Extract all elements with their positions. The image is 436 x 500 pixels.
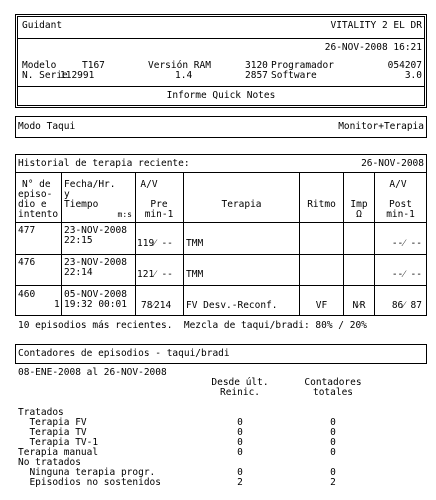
report-title: Informe Quick Notes <box>166 90 276 101</box>
software-label: Software <box>271 70 317 81</box>
counters-date-range: 08-ENE-2008 al 26-NOV-2008 <box>18 367 167 378</box>
col-header-episode-l1: N° de <box>22 179 51 190</box>
episode-time: 19:32 00:01 <box>64 299 127 310</box>
counter-label: Episodios no sostenidos <box>18 477 161 488</box>
col-header-pre-l1: A/V <box>140 179 158 190</box>
serial-label: N. Serie <box>22 70 68 81</box>
episode-rhythm: VF <box>315 300 328 311</box>
mode-label: Modo Taqui <box>18 121 76 132</box>
counter-total: 2 <box>330 477 336 488</box>
col-header-episode-l4: intento <box>18 209 59 220</box>
serial-value: 112991 <box>60 70 95 81</box>
episode-attempt: 1 <box>54 299 60 310</box>
history-footer: 10 episodios más recientes. Mezcla de taqui/bradi: 80% / 20% <box>18 320 367 331</box>
episode-impedance: N⁄R <box>352 300 366 311</box>
episode-time: 22:15 <box>64 235 93 246</box>
col-header-date-unit: m:s <box>117 210 132 219</box>
counter-total: 0 <box>330 427 336 438</box>
counter-since-reset: 0 <box>237 417 243 428</box>
counter-label: No tratados <box>18 457 81 468</box>
counter-total: 0 <box>330 437 336 448</box>
programmer-label: Programador <box>271 60 334 71</box>
counters-col-totals-l2: totales <box>312 387 354 398</box>
episode-number: 460 <box>18 289 36 300</box>
col-header-rhythm: Ritmo <box>307 199 336 210</box>
episode-post-rate: 86⁄ 87 <box>391 300 422 311</box>
software-value: 3.0 <box>404 70 422 81</box>
counter-total: 0 <box>330 417 336 428</box>
report-datetime: 26-NOV-2008 16:21 <box>324 42 422 53</box>
counter-total: 0 <box>330 447 336 458</box>
episode-pre-rate: 119⁄ -- <box>137 238 173 249</box>
ram-version-value: 1.4 <box>175 70 193 81</box>
history-date: 26-NOV-2008 <box>361 158 424 169</box>
episode-therapy: TMM <box>186 238 204 249</box>
counter-label: Ninguna terapia progr. <box>18 467 156 478</box>
col-header-imp-l1: Imp <box>350 199 368 210</box>
col-header-date-l3: Tiempo <box>64 199 99 210</box>
counter-since-reset: 0 <box>237 467 243 478</box>
episode-therapy: FV Desv.-Reconf. <box>186 300 278 311</box>
col-header-post-l1: A/V <box>389 179 407 190</box>
col-header-date-l2: y <box>64 189 70 200</box>
counter-label: Tratados <box>18 407 64 418</box>
counter-label: Terapia FV <box>18 417 87 428</box>
episode-date: 05-NOV-2008 <box>64 289 127 300</box>
episode-pre-rate: 121⁄ -- <box>137 269 173 280</box>
episode-time: 22:14 <box>64 267 93 278</box>
counters-col-since-reset-l1: Desde últ. <box>211 377 269 388</box>
history-title: Historial de terapia reciente: <box>18 158 190 169</box>
col-header-episode-l2: episo- <box>18 189 53 200</box>
col-header-episode-l3: dio e <box>18 199 47 210</box>
brand-name: Guidant <box>22 20 63 31</box>
col-header-therapy: Terapia <box>221 199 262 210</box>
col-header-imp-l2: Ω <box>356 209 362 220</box>
counters-col-since-reset-l2: Reinic. <box>219 387 261 398</box>
counter-label: Terapia TV-1 <box>18 437 99 448</box>
counter-since-reset: 0 <box>237 437 243 448</box>
episode-date: 23-NOV-2008 <box>64 257 127 268</box>
col-header-pre-l3: min-1 <box>144 209 174 220</box>
episode-date: 23-NOV-2008 <box>64 225 127 236</box>
col-header-date-l1: Fecha/Hr. <box>64 179 116 190</box>
model-label: Modelo <box>22 60 57 71</box>
programmer-value: 054207 <box>387 60 422 71</box>
programmer-number: 3120 <box>245 60 268 71</box>
col-header-pre-l2: Pre <box>150 199 168 210</box>
counter-label: Terapia manual <box>18 447 99 458</box>
counter-total: 0 <box>330 467 336 478</box>
counters-col-totals-l1: Contadores <box>304 377 362 388</box>
counter-since-reset: 0 <box>237 447 243 458</box>
episode-post-rate: --⁄ -- <box>391 238 422 249</box>
episode-number: 476 <box>18 257 36 268</box>
counter-since-reset: 0 <box>237 427 243 438</box>
mode-value: Monitor+Terapia <box>338 121 424 132</box>
col-header-post-l3: min-1 <box>386 209 415 220</box>
episode-number: 477 <box>18 225 36 236</box>
counters-title: Contadores de episodios - taqui/bradi <box>18 348 230 359</box>
col-header-post-l2: Post <box>389 199 412 210</box>
episode-post-rate: --⁄ -- <box>391 269 422 280</box>
counter-label: Terapia TV <box>18 427 87 438</box>
counter-since-reset: 2 <box>237 477 243 488</box>
episode-therapy: TMM <box>186 269 204 280</box>
device-name: VITALITY 2 EL DR <box>330 20 422 31</box>
software-number: 2857 <box>245 70 268 81</box>
episode-pre-rate: 78⁄214 <box>141 300 172 311</box>
model-value: T167 <box>82 60 105 71</box>
ram-version-label: Versión RAM <box>148 60 211 71</box>
